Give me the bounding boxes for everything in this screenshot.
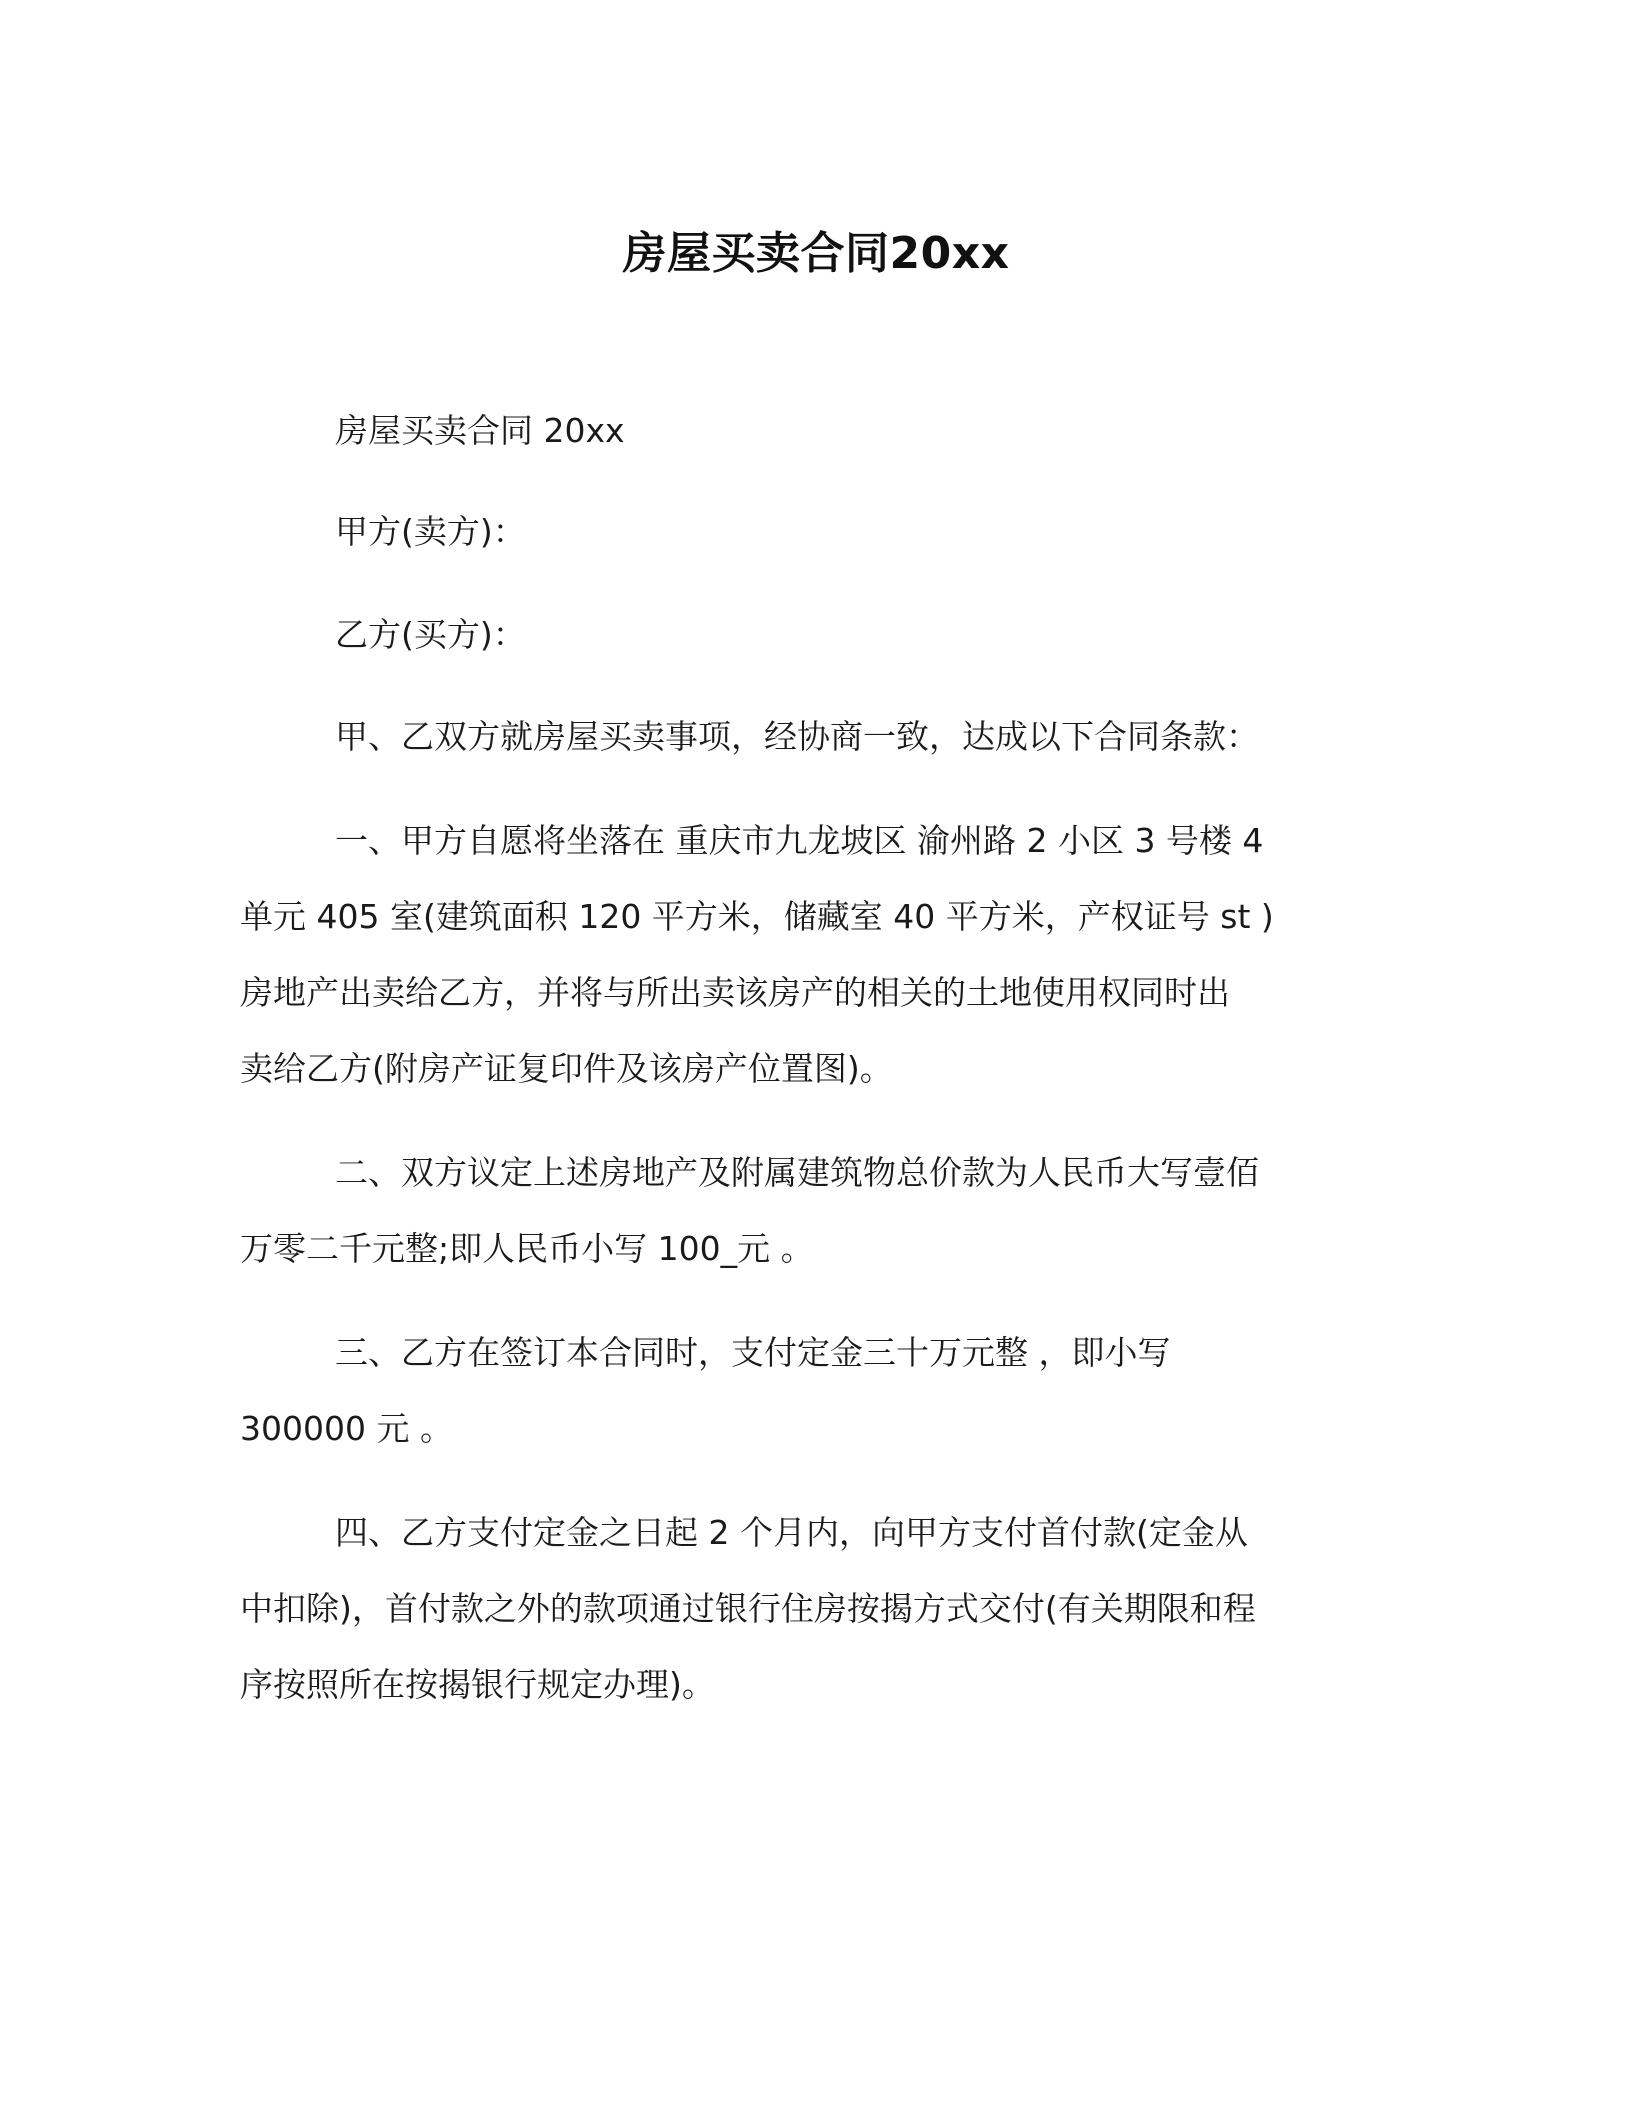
clause-1-line-1: 一、甲方自愿将坐落在 重庆市九龙坡区 渝州路 2 小区 3 号楼 4 (335, 821, 1264, 860)
subtitle: 房屋买卖合同 20xx (335, 411, 625, 450)
intro-paragraph: 甲、乙双方就房屋买卖事项，经协商一致，达成以下合同条款： (335, 717, 1259, 756)
document-title: 房屋买卖合同20xx (622, 228, 1010, 279)
clause-1-line-2: 单元 405 室(建筑面积 120 平方米，储藏室 40 平方米，产权证号 st ) (240, 897, 1274, 936)
clause-4-line-2: 中扣除)，首付款之外的款项通过银行住房按揭方式交付(有关期限和程 (240, 1589, 1256, 1628)
clause-2-line-1: 二、双方议定上述房地产及附属建筑物总价款为人民币大写壹佰 (335, 1153, 1259, 1192)
clause-3-line-2: 300000 元 。 (240, 1409, 453, 1448)
clause-1-line-4: 卖给乙方(附房产证复印件及该房产位置图)。 (240, 1049, 893, 1088)
clause-1-line-3: 房地产出卖给乙方，并将与所出卖该房产的相关的土地使用权同时出 (240, 973, 1230, 1012)
clause-3-line-1: 三、乙方在签订本合同时，支付定金三十万元整 ，即小写 (335, 1333, 1171, 1372)
party-a-label: 甲方(卖方)： (335, 512, 526, 551)
clause-4-line-1: 四、乙方支付定金之日起 2 个月内，向甲方支付首付款(定金从 (335, 1513, 1248, 1552)
clause-4-line-3: 序按照所在按揭银行规定办理)。 (240, 1665, 715, 1704)
party-b-label: 乙方(买方)： (335, 615, 526, 654)
clause-2-line-2: 万零二千元整;即人民币小写 100_元 。 (240, 1229, 814, 1268)
